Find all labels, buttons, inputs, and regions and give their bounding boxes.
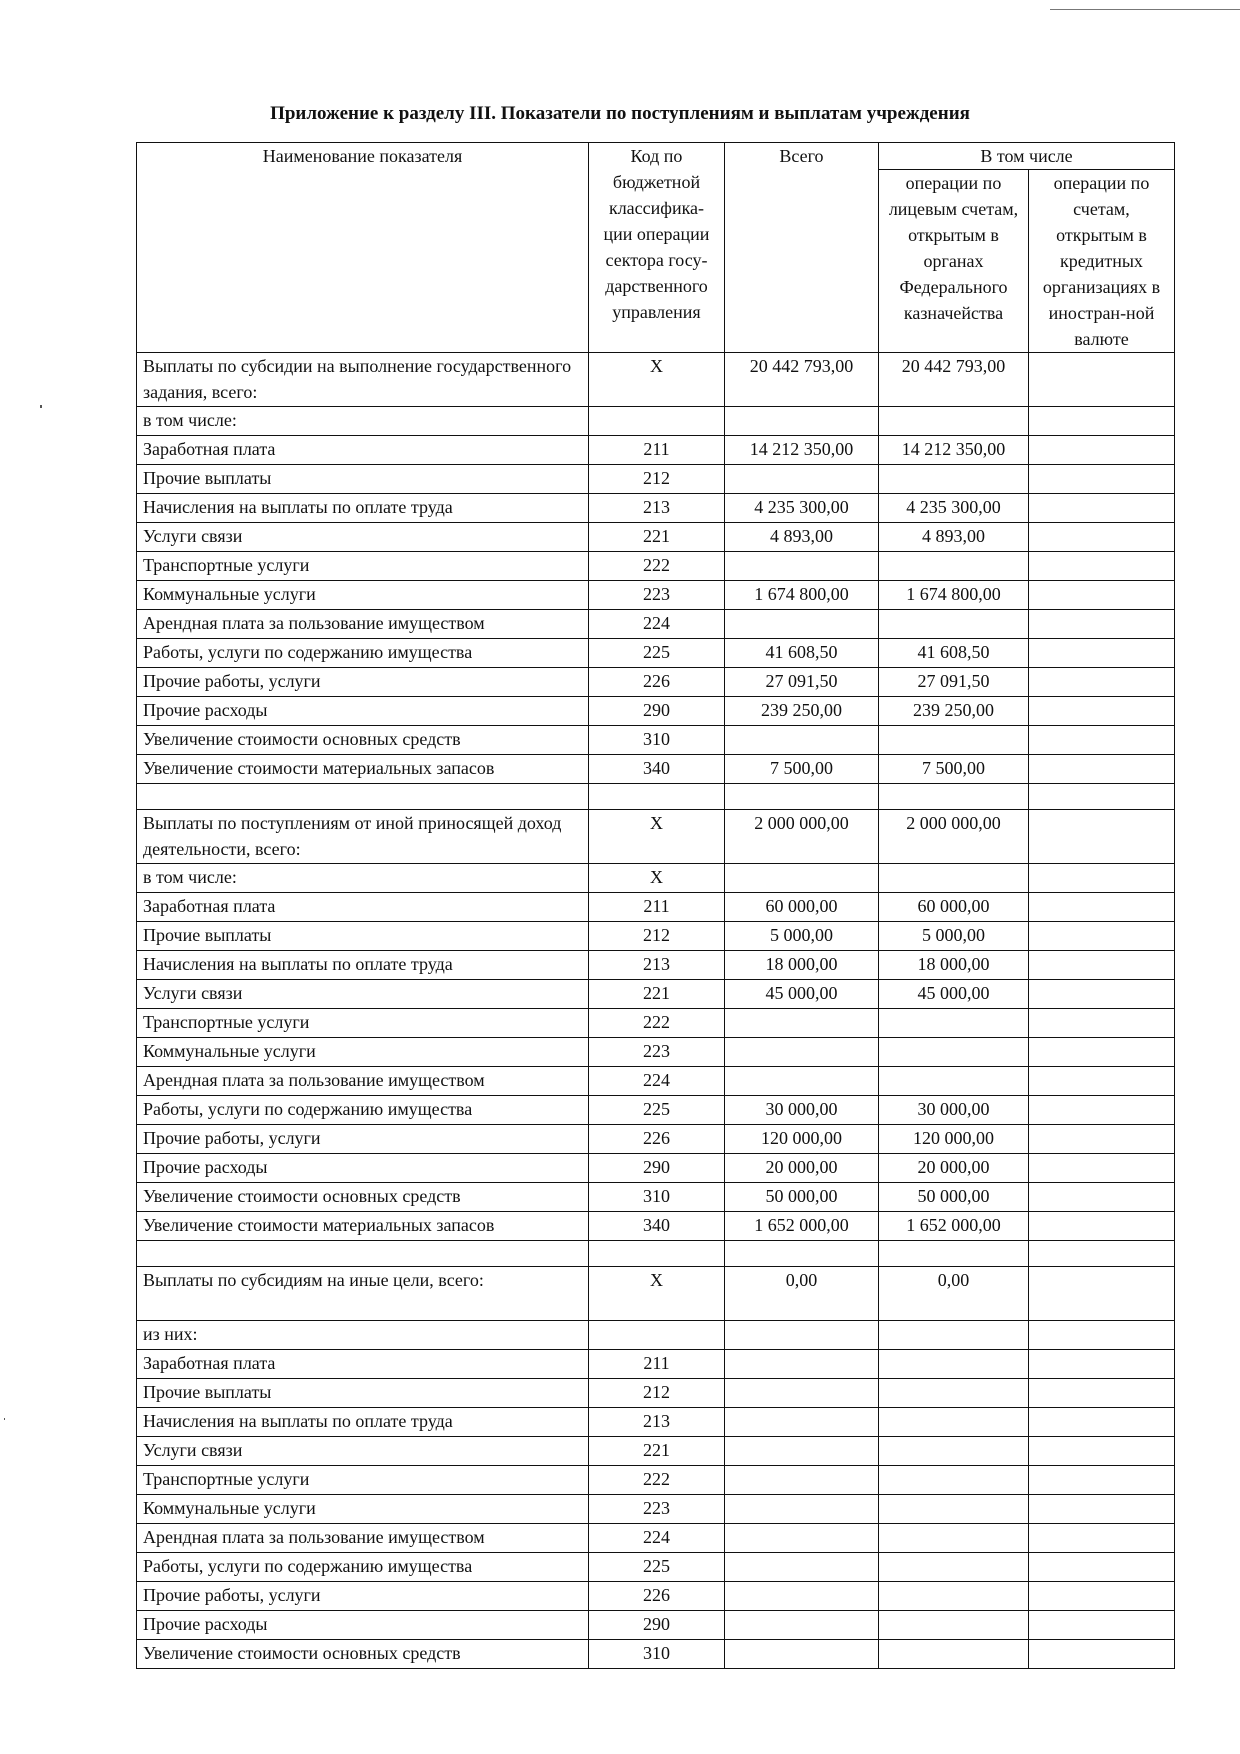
row-code: 213	[589, 951, 725, 980]
payments-table	[136, 142, 1175, 1669]
row-credit-org	[1029, 1125, 1175, 1154]
row-code: 211	[589, 1350, 725, 1379]
row-treasury: 239 250,00	[879, 697, 1029, 726]
empty-cell	[1029, 864, 1175, 893]
row-name: Прочие работы, услуги	[137, 1125, 589, 1154]
row-credit-org	[1029, 1553, 1175, 1582]
section-credit-org	[1029, 353, 1175, 407]
row-credit-org	[1029, 755, 1175, 784]
row-total: 27 091,50	[725, 668, 879, 697]
subheader-row	[137, 864, 1175, 893]
row-name: Арендная плата за пользование имуществом	[137, 610, 589, 639]
row-total: 45 000,00	[725, 980, 879, 1009]
row-name: Арендная плата за пользование имуществом	[137, 1067, 589, 1096]
row-name: Транспортные услуги	[137, 552, 589, 581]
row-credit-org	[1029, 1495, 1175, 1524]
row-credit-org	[1029, 1408, 1175, 1437]
row-total	[725, 1379, 879, 1408]
row-credit-org	[1029, 610, 1175, 639]
row-total: 5 000,00	[725, 922, 879, 951]
row-treasury: 41 608,50	[879, 639, 1029, 668]
table-row	[137, 581, 1175, 610]
table-row	[137, 1038, 1175, 1067]
row-code: 221	[589, 980, 725, 1009]
document-title: Приложение к разделу III. Показатели по поступлениям и выплатам учреждения	[270, 103, 970, 124]
empty-cell	[879, 784, 1029, 810]
row-total: 120 000,00	[725, 1125, 879, 1154]
row-name: Коммунальные услуги	[137, 1038, 589, 1067]
table-row	[137, 1212, 1175, 1241]
table-row	[137, 494, 1175, 523]
row-code: 290	[589, 1154, 725, 1183]
empty-cell	[725, 864, 879, 893]
section-total: 2 000 000,00	[725, 810, 879, 864]
row-code: 212	[589, 1379, 725, 1408]
row-code: 222	[589, 552, 725, 581]
row-total	[725, 1466, 879, 1495]
row-total	[725, 1038, 879, 1067]
row-credit-org	[1029, 951, 1175, 980]
subheader-row	[137, 407, 1175, 436]
row-treasury: 4 235 300,00	[879, 494, 1029, 523]
table-row	[137, 1125, 1175, 1154]
row-total: 14 212 350,00	[725, 436, 879, 465]
table-row	[137, 1183, 1175, 1212]
row-code: 310	[589, 726, 725, 755]
row-credit-org	[1029, 1640, 1175, 1669]
table-row	[137, 1096, 1175, 1125]
row-name: Прочие расходы	[137, 697, 589, 726]
row-name: Услуги связи	[137, 1437, 589, 1466]
empty-cell	[137, 1241, 589, 1267]
row-treasury: 4 893,00	[879, 523, 1029, 552]
row-treasury	[879, 1067, 1029, 1096]
section-total-row	[137, 810, 1175, 864]
header-including: В том числе	[879, 143, 1175, 170]
row-code: 310	[589, 1640, 725, 1669]
section-total-row	[137, 1267, 1175, 1321]
row-name: Увеличение стоимости материальных запасов	[137, 1212, 589, 1241]
row-credit-org	[1029, 494, 1175, 523]
section-code: X	[589, 1267, 725, 1321]
row-code: 212	[589, 922, 725, 951]
row-name: Начисления на выплаты по оплате труда	[137, 494, 589, 523]
row-credit-org	[1029, 436, 1175, 465]
row-credit-org	[1029, 1183, 1175, 1212]
row-credit-org	[1029, 1154, 1175, 1183]
table-row	[137, 552, 1175, 581]
row-name: Увеличение стоимости материальных запасов	[137, 755, 589, 784]
empty-cell	[879, 1241, 1029, 1267]
row-total: 20 000,00	[725, 1154, 879, 1183]
empty-cell	[725, 784, 879, 810]
row-total: 4 893,00	[725, 523, 879, 552]
row-treasury	[879, 552, 1029, 581]
table-row	[137, 1524, 1175, 1553]
row-code: 290	[589, 697, 725, 726]
empty-cell	[879, 864, 1029, 893]
table-row	[137, 1437, 1175, 1466]
row-credit-org	[1029, 581, 1175, 610]
row-treasury: 50 000,00	[879, 1183, 1029, 1212]
row-total	[725, 1009, 879, 1038]
section-total: 20 442 793,00	[725, 353, 879, 407]
empty-cell	[725, 407, 879, 436]
separator-row	[137, 784, 1175, 810]
row-credit-org	[1029, 1582, 1175, 1611]
row-code: 223	[589, 1495, 725, 1524]
row-total: 4 235 300,00	[725, 494, 879, 523]
row-code: 226	[589, 1582, 725, 1611]
row-code: 211	[589, 436, 725, 465]
table-row	[137, 1495, 1175, 1524]
row-treasury: 60 000,00	[879, 893, 1029, 922]
row-credit-org	[1029, 980, 1175, 1009]
empty-cell	[879, 407, 1029, 436]
separator-row	[137, 1241, 1175, 1267]
row-code: 225	[589, 1096, 725, 1125]
row-treasury	[879, 1466, 1029, 1495]
table-row	[137, 1067, 1175, 1096]
row-name: Коммунальные услуги	[137, 581, 589, 610]
row-treasury	[879, 465, 1029, 494]
row-credit-org	[1029, 1466, 1175, 1495]
row-code: 310	[589, 1183, 725, 1212]
row-name: Увеличение стоимости основных средств	[137, 1183, 589, 1212]
row-credit-org	[1029, 1009, 1175, 1038]
table-row	[137, 1466, 1175, 1495]
row-name: Заработная плата	[137, 436, 589, 465]
table-row	[137, 436, 1175, 465]
row-total	[725, 552, 879, 581]
row-credit-org	[1029, 523, 1175, 552]
row-code: 223	[589, 1038, 725, 1067]
row-code: 224	[589, 610, 725, 639]
row-total: 1 652 000,00	[725, 1212, 879, 1241]
row-name: Прочие расходы	[137, 1611, 589, 1640]
empty-cell	[1029, 1321, 1175, 1350]
header-credit-org: операции по счетам, открытым в кредитных организациях в иностран-ной валюте	[1029, 170, 1175, 353]
section-treasury: 0,00	[879, 1267, 1029, 1321]
row-code: 290	[589, 1611, 725, 1640]
row-name: Прочие работы, услуги	[137, 1582, 589, 1611]
row-code: 211	[589, 893, 725, 922]
row-credit-org	[1029, 1611, 1175, 1640]
section-title: Выплаты по субсидиям на иные цели, всего:	[137, 1267, 589, 1321]
table-row	[137, 639, 1175, 668]
section-total: 0,00	[725, 1267, 879, 1321]
row-name: Работы, услуги по содержанию имущества	[137, 1553, 589, 1582]
row-treasury: 45 000,00	[879, 980, 1029, 1009]
row-code: 213	[589, 494, 725, 523]
table-row	[137, 1154, 1175, 1183]
row-treasury: 1 674 800,00	[879, 581, 1029, 610]
table-row	[137, 1379, 1175, 1408]
row-name: Начисления на выплаты по оплате труда	[137, 951, 589, 980]
row-code: 225	[589, 639, 725, 668]
row-treasury	[879, 726, 1029, 755]
subheader-label: из них:	[137, 1321, 589, 1350]
section-code: X	[589, 810, 725, 864]
section-title: Выплаты по субсидии на выполнение государственного задания, всего:	[137, 353, 589, 407]
row-credit-org	[1029, 465, 1175, 494]
row-credit-org	[1029, 552, 1175, 581]
row-name: Прочие расходы	[137, 1154, 589, 1183]
row-credit-org	[1029, 1379, 1175, 1408]
row-total	[725, 1524, 879, 1553]
row-treasury	[879, 1582, 1029, 1611]
row-code: 226	[589, 668, 725, 697]
row-name: Арендная плата за пользование имуществом	[137, 1524, 589, 1553]
row-code: 213	[589, 1408, 725, 1437]
row-credit-org	[1029, 922, 1175, 951]
section-title: Выплаты по поступлениям от иной приносящей доход деятельности, всего:	[137, 810, 589, 864]
scan-speck	[40, 405, 42, 408]
row-name: Начисления на выплаты по оплате труда	[137, 1408, 589, 1437]
table-row	[137, 1350, 1175, 1379]
subheader-label: в том числе:	[137, 407, 589, 436]
row-treasury	[879, 1553, 1029, 1582]
row-treasury: 7 500,00	[879, 755, 1029, 784]
row-total: 50 000,00	[725, 1183, 879, 1212]
section-treasury: 20 442 793,00	[879, 353, 1029, 407]
table-body	[137, 353, 1175, 1669]
row-total	[725, 1408, 879, 1437]
table-row	[137, 465, 1175, 494]
row-total	[725, 610, 879, 639]
row-total	[725, 1582, 879, 1611]
row-treasury: 27 091,50	[879, 668, 1029, 697]
table-row	[137, 980, 1175, 1009]
empty-cell	[1029, 784, 1175, 810]
row-name: Коммунальные услуги	[137, 1495, 589, 1524]
row-total: 60 000,00	[725, 893, 879, 922]
table-row	[137, 893, 1175, 922]
empty-cell	[879, 1321, 1029, 1350]
row-treasury	[879, 610, 1029, 639]
section-credit-org	[1029, 1267, 1175, 1321]
row-treasury: 18 000,00	[879, 951, 1029, 980]
row-credit-org	[1029, 1524, 1175, 1553]
row-credit-org	[1029, 1067, 1175, 1096]
row-name: Увеличение стоимости основных средств	[137, 726, 589, 755]
row-name: Увеличение стоимости основных средств	[137, 1640, 589, 1669]
subheader-code	[589, 407, 725, 436]
row-credit-org	[1029, 668, 1175, 697]
row-code: 222	[589, 1009, 725, 1038]
row-name: Работы, услуги по содержанию имущества	[137, 639, 589, 668]
row-total	[725, 1611, 879, 1640]
empty-cell	[1029, 1241, 1175, 1267]
table-row	[137, 922, 1175, 951]
row-treasury	[879, 1495, 1029, 1524]
row-total: 1 674 800,00	[725, 581, 879, 610]
row-total	[725, 1350, 879, 1379]
row-total	[725, 1067, 879, 1096]
row-name: Прочие выплаты	[137, 922, 589, 951]
row-name: Заработная плата	[137, 1350, 589, 1379]
row-code: 340	[589, 755, 725, 784]
subheader-row	[137, 1321, 1175, 1350]
scan-artifact-line	[1050, 9, 1240, 10]
table-row	[137, 610, 1175, 639]
empty-cell	[725, 1241, 879, 1267]
row-total: 7 500,00	[725, 755, 879, 784]
row-treasury: 1 652 000,00	[879, 1212, 1029, 1241]
row-code: 223	[589, 581, 725, 610]
row-treasury	[879, 1038, 1029, 1067]
subheader-code: X	[589, 864, 725, 893]
row-credit-org	[1029, 726, 1175, 755]
scan-speck	[4, 1418, 5, 1420]
row-name: Прочие работы, услуги	[137, 668, 589, 697]
row-treasury: 20 000,00	[879, 1154, 1029, 1183]
row-treasury	[879, 1350, 1029, 1379]
table-row	[137, 1553, 1175, 1582]
table-row	[137, 1009, 1175, 1038]
row-code: 221	[589, 523, 725, 552]
row-total: 30 000,00	[725, 1096, 879, 1125]
section-treasury: 2 000 000,00	[879, 810, 1029, 864]
row-name: Прочие выплаты	[137, 1379, 589, 1408]
table-row	[137, 726, 1175, 755]
row-name: Услуги связи	[137, 523, 589, 552]
row-code: 224	[589, 1524, 725, 1553]
table-row	[137, 755, 1175, 784]
row-treasury	[879, 1408, 1029, 1437]
row-code: 222	[589, 1466, 725, 1495]
row-credit-org	[1029, 1437, 1175, 1466]
row-total: 239 250,00	[725, 697, 879, 726]
table-row	[137, 1640, 1175, 1669]
row-code: 212	[589, 465, 725, 494]
table-row	[137, 951, 1175, 980]
header-total: Всего	[725, 143, 879, 353]
row-total	[725, 726, 879, 755]
row-credit-org	[1029, 1350, 1175, 1379]
table-row	[137, 1611, 1175, 1640]
row-treasury	[879, 1437, 1029, 1466]
empty-cell	[589, 1241, 725, 1267]
row-treasury: 30 000,00	[879, 1096, 1029, 1125]
table-row	[137, 523, 1175, 552]
row-total	[725, 1553, 879, 1582]
header-name: Наименование показателя	[137, 143, 589, 353]
empty-cell	[725, 1321, 879, 1350]
empty-cell	[589, 784, 725, 810]
row-code: 224	[589, 1067, 725, 1096]
row-name: Заработная плата	[137, 893, 589, 922]
row-code: 226	[589, 1125, 725, 1154]
subheader-code	[589, 1321, 725, 1350]
row-credit-org	[1029, 1212, 1175, 1241]
row-treasury	[879, 1379, 1029, 1408]
row-total	[725, 1495, 879, 1524]
row-total	[725, 1437, 879, 1466]
section-code: X	[589, 353, 725, 407]
row-credit-org	[1029, 639, 1175, 668]
row-name: Услуги связи	[137, 980, 589, 1009]
section-total-row	[137, 353, 1175, 407]
row-credit-org	[1029, 697, 1175, 726]
row-treasury: 5 000,00	[879, 922, 1029, 951]
row-total: 18 000,00	[725, 951, 879, 980]
row-code: 221	[589, 1437, 725, 1466]
empty-cell	[1029, 407, 1175, 436]
row-treasury: 14 212 350,00	[879, 436, 1029, 465]
row-treasury	[879, 1611, 1029, 1640]
row-code: 225	[589, 1553, 725, 1582]
row-code: 340	[589, 1212, 725, 1241]
row-name: Прочие выплаты	[137, 465, 589, 494]
row-credit-org	[1029, 1096, 1175, 1125]
section-credit-org	[1029, 810, 1175, 864]
row-treasury	[879, 1640, 1029, 1669]
row-name: Транспортные услуги	[137, 1466, 589, 1495]
row-treasury	[879, 1524, 1029, 1553]
row-name: Транспортные услуги	[137, 1009, 589, 1038]
table-row	[137, 1408, 1175, 1437]
row-total	[725, 1640, 879, 1669]
empty-cell	[137, 784, 589, 810]
row-total: 41 608,50	[725, 639, 879, 668]
table-row	[137, 1582, 1175, 1611]
row-name: Работы, услуги по содержанию имущества	[137, 1096, 589, 1125]
row-treasury	[879, 1009, 1029, 1038]
row-total	[725, 465, 879, 494]
row-treasury: 120 000,00	[879, 1125, 1029, 1154]
header-code: Код по бюджетной классифика-ции операции сектора госу-дарственного управления	[589, 143, 725, 353]
subheader-label: в том числе:	[137, 864, 589, 893]
row-credit-org	[1029, 893, 1175, 922]
row-credit-org	[1029, 1038, 1175, 1067]
header-treasury: операции по лицевым счетам, открытым в органах Федерального казначейства	[879, 170, 1029, 353]
table-row	[137, 668, 1175, 697]
table-row	[137, 697, 1175, 726]
